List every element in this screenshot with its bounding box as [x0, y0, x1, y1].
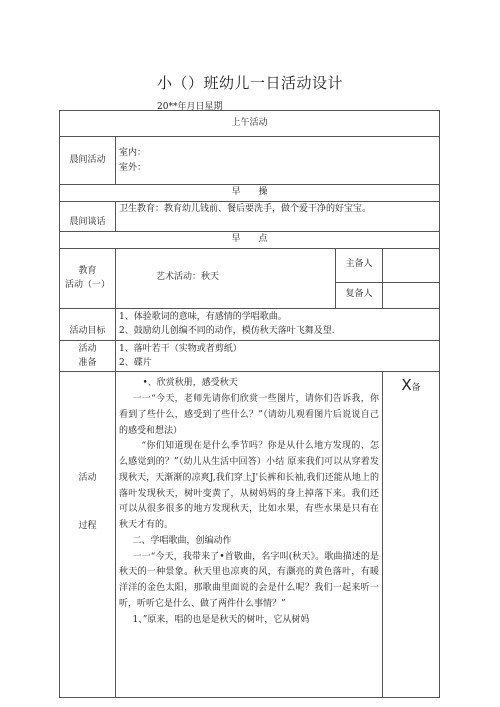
morning-section-header: 上午活动 [60, 111, 440, 137]
prep-label-line2: 准备 [78, 358, 97, 369]
education-activity: 艺术活动：秋天 [116, 248, 336, 308]
side-notes-cell [383, 372, 440, 698]
prep-content [116, 340, 440, 372]
process-paragraph: 一一“今天，我带来了•首敬曲，名字叫(秋天》。歌曲描述的是秋天的一种景象。秋天里也凉爽的风，有灏亮的黄色落叶，有暖洋洋的金色太阳，那歌曲里面说的会是什么呢？我们一起来听一听，听听它是什么、做了两件什么事情？” [119, 551, 379, 609]
process-label-line2: 过程 [78, 521, 97, 532]
education-label [60, 248, 116, 308]
morning-activity-label: 晨间活动 [60, 137, 116, 185]
snack-row [60, 231, 440, 248]
side-x-mark: X [401, 376, 412, 395]
lead-preparer-label: 主备人 [336, 248, 383, 282]
activity-table [59, 110, 440, 698]
prep-item: 1、落叶若干（实物或者剪纸） [119, 343, 242, 354]
goals-label: 活动目标 [60, 308, 116, 340]
morning-activity-row [60, 137, 440, 185]
exercise-header: 早 操 [60, 185, 440, 202]
morning-section-row [60, 111, 440, 137]
process-paragraph: 1、”原来，唱的也是是秋天的树叶，它从树妈 [132, 614, 310, 625]
reviser-label: 复备人 [336, 282, 383, 308]
snack-header: 早 点 [60, 231, 440, 248]
process-row [60, 372, 440, 698]
process-label-line1: 活动 [78, 473, 97, 484]
side-note-label: 备 [411, 383, 421, 394]
goal-item: 2、鼓励幼儿创编不同的动作，模仿秋天落叶飞舞及望. [119, 326, 335, 337]
page-title: 小（）班幼儿一日活动设计 [156, 74, 343, 92]
education-label-line2: 活动（一） [64, 280, 110, 291]
morning-talk-content: 卫生教育：教育幼儿钱前、餐后要洗手，做个爱干净的好宝宝。 [116, 201, 440, 231]
process-paragraph: “你们知道现在是什么季节吗？你是从什么地方发现的、怎么感觉到的？”（幼儿从生活中回答）小结 原来我们可以从穿着发现秋天，天渐渐的凉爽J,我们穿上J'长裤和长袖,我们还能从地上的落叶发现秋天，树叶变黄了，从树妈妈的身上掉落下来。我们还可以从很多很多的地方发现秋天，比如水果，有些水果是只有在秋天才有的。 [119, 441, 379, 531]
morning-activity-content [116, 137, 440, 185]
goal-item: 1、体验歌词的意味，有感情的学唱歌曲。 [119, 311, 287, 322]
lead-preparer-value [383, 248, 440, 282]
goals-content [116, 308, 440, 340]
education-row-1 [60, 248, 440, 282]
process-heading-1: •、欣赏秋册，感受秋天 [142, 378, 238, 389]
process-heading-2: 二、学唱歌曲，创编动作 [132, 535, 232, 546]
morning-talk-label: 晨间谈话 [60, 201, 116, 231]
indoor-label: 室内： [119, 148, 147, 159]
process-paragraph: 一一“今天，老师先请你们欣赏一些图片，请你们告诉我，你看到了些什么，感受到了些什么？”（请幼儿观看图片后说说自己的感受和想法） [119, 394, 379, 436]
process-label [60, 372, 116, 698]
morning-talk-row [60, 201, 440, 231]
process-content [116, 372, 383, 698]
prep-label [60, 340, 116, 372]
date-line: 20**年月日星期 [157, 102, 223, 112]
prep-item: 2、碟片 [119, 358, 152, 369]
goals-row [60, 308, 440, 340]
prep-label-line1: 活动 [78, 343, 97, 354]
reviser-value [383, 282, 440, 308]
prep-row [60, 340, 440, 372]
exercise-row [60, 185, 440, 202]
education-label-line1: 教育 [78, 265, 97, 276]
outdoor-label: 室外： [119, 162, 147, 173]
